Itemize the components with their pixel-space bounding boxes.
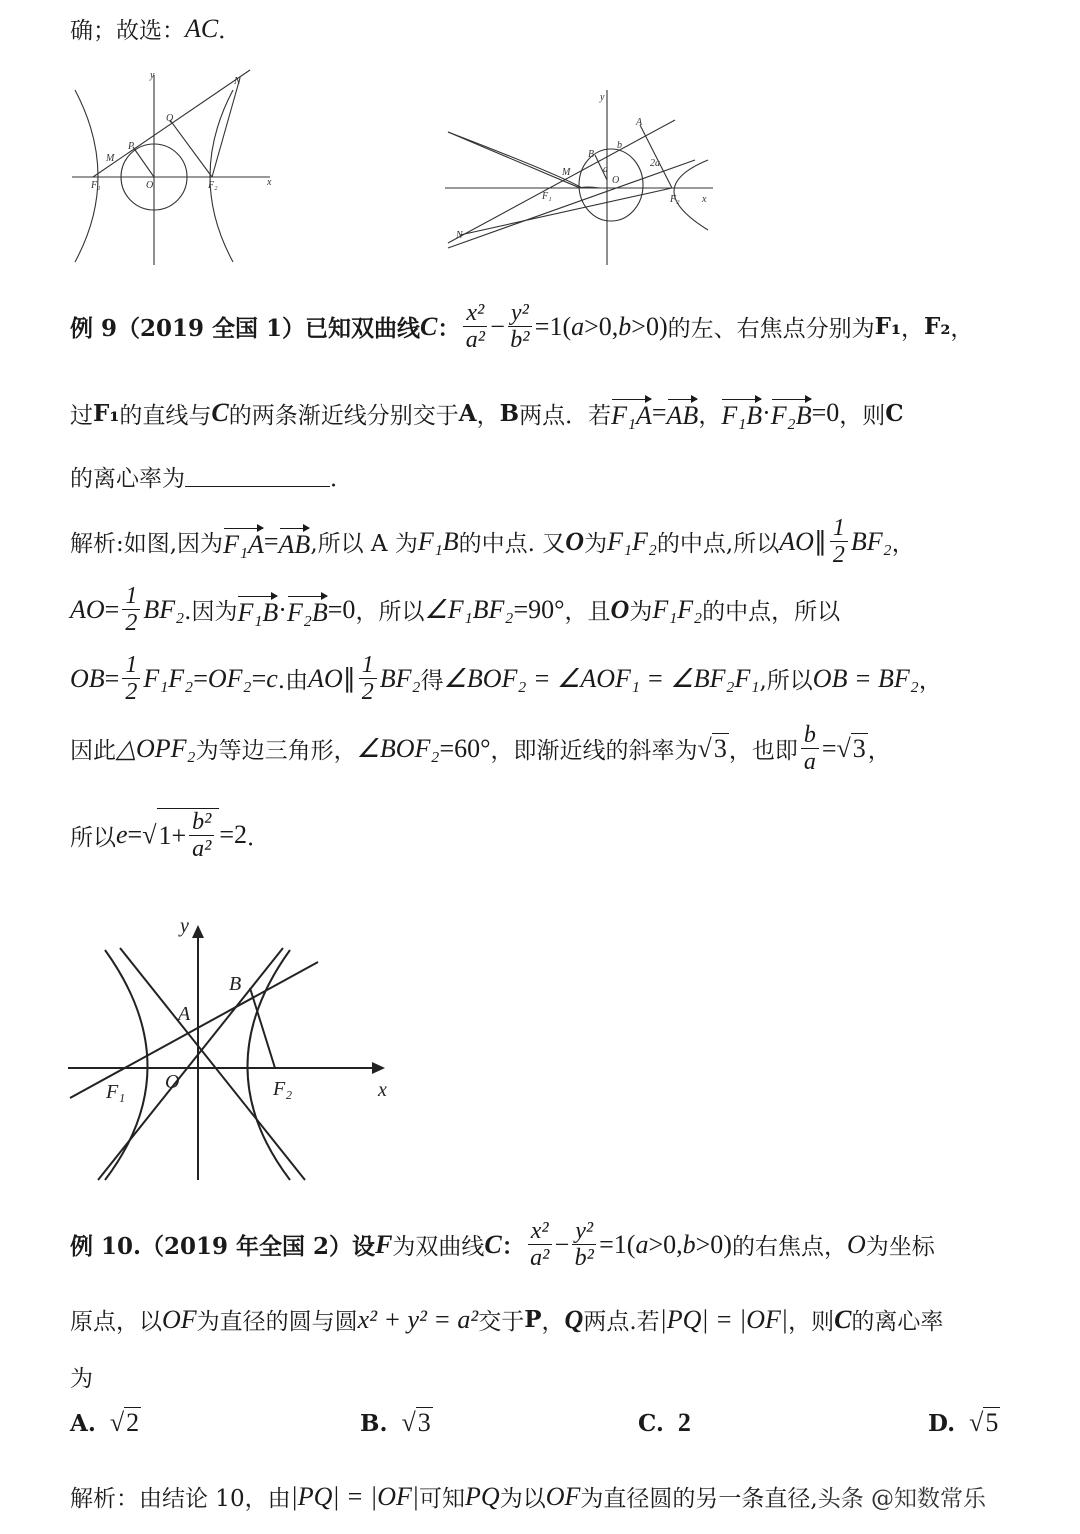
denominator: a bbox=[803, 749, 816, 775]
radicand-value: 3 bbox=[713, 734, 727, 763]
text-run: 解析:如图,因为 bbox=[70, 531, 224, 557]
text-line-ex10-line2 bbox=[70, 1303, 943, 1336]
label-b-lower: b bbox=[617, 140, 622, 151]
figure-hyperbola-circle-1 bbox=[60, 65, 290, 275]
math-symbol: =60° bbox=[439, 733, 491, 763]
text-run: 例 10.（2019 年全国 2）设 bbox=[70, 1233, 376, 1260]
text-run: ， bbox=[698, 402, 722, 429]
math-symbol: =0 bbox=[811, 398, 840, 427]
denominator: a² bbox=[192, 836, 212, 862]
text-run: 为双曲线 bbox=[392, 1234, 485, 1260]
vector: F₂B bbox=[771, 395, 812, 431]
label-y: y bbox=[150, 70, 155, 81]
vector: F₁A bbox=[223, 524, 264, 560]
label-b: B bbox=[229, 973, 242, 995]
label-m: M bbox=[562, 167, 571, 178]
text-run: ，也即 bbox=[728, 738, 798, 764]
denominator: a² bbox=[530, 1245, 550, 1271]
text-run: C bbox=[885, 399, 904, 427]
radicand: 3 bbox=[417, 1408, 431, 1437]
text-run: P bbox=[524, 1306, 542, 1333]
text-run: 的两条渐近线分别交于 bbox=[228, 402, 459, 429]
text-run: ，则 bbox=[839, 402, 886, 429]
math-expression: OF bbox=[162, 1304, 197, 1334]
figure-hyperbola-circle-2 bbox=[440, 85, 720, 270]
math-symbol: · bbox=[762, 398, 771, 427]
math-expression: OF₂ bbox=[207, 663, 252, 693]
fraction bbox=[189, 809, 214, 862]
text-run: ， bbox=[901, 316, 925, 342]
text-run: ，且 bbox=[564, 599, 611, 625]
numerator: y² bbox=[572, 1218, 596, 1245]
math-expression: O bbox=[846, 1229, 866, 1259]
math-expression: C bbox=[834, 1304, 852, 1334]
text-run: ： bbox=[437, 315, 461, 342]
text-run: 的右焦点， bbox=[731, 1234, 847, 1260]
radicand-value: 3 bbox=[852, 734, 866, 763]
math-expression: F₁F₂ bbox=[652, 594, 703, 624]
text-line-ex10-line3 bbox=[70, 1360, 93, 1393]
radicand bbox=[712, 733, 729, 764]
label-o: O bbox=[165, 1071, 180, 1093]
label-f2: F₂ bbox=[208, 180, 218, 191]
text-run: ，即渐近线的斜率为 bbox=[490, 738, 698, 764]
label-b: B bbox=[588, 149, 595, 160]
text-line-ex9-line3 bbox=[70, 460, 353, 493]
math-symbol: >0, bbox=[584, 311, 619, 341]
fraction bbox=[572, 1218, 596, 1271]
text-line-prev-answer bbox=[70, 12, 241, 45]
label-f1: F₁ bbox=[91, 180, 101, 191]
math-expression: BF₂ bbox=[143, 594, 185, 624]
denominator: b² bbox=[510, 327, 530, 353]
label-f1: F₁ bbox=[106, 1081, 126, 1103]
text-run: ． bbox=[218, 18, 242, 44]
label-o: O bbox=[146, 180, 154, 191]
math-expression: C bbox=[484, 1229, 502, 1259]
math-symbol: =1( bbox=[534, 311, 572, 341]
math-symbol: =1( bbox=[599, 1229, 636, 1259]
fraction bbox=[463, 300, 487, 353]
text-run: ， bbox=[918, 668, 942, 694]
text-run: B bbox=[499, 399, 520, 427]
fraction bbox=[122, 652, 140, 705]
math-expression: e bbox=[116, 820, 128, 849]
math-symbol: = bbox=[821, 733, 837, 763]
math-symbol: = bbox=[193, 663, 208, 693]
text-run: 原点，以 bbox=[70, 1309, 162, 1335]
square-root: √ 1+ $\frac{\text{b²}}{\text{a²}}$ bbox=[142, 808, 219, 862]
radicand: 5 bbox=[985, 1408, 999, 1437]
radicand bbox=[851, 733, 868, 764]
fraction bbox=[122, 583, 140, 636]
text-run: 两点.若 bbox=[583, 1309, 660, 1335]
text-run: F₁ bbox=[93, 399, 120, 427]
math-symbol: =2 bbox=[219, 820, 248, 849]
math-expression: a bbox=[571, 311, 585, 341]
text-run: 交于 bbox=[478, 1309, 525, 1335]
math-expression: F bbox=[375, 1229, 393, 1259]
text-line-sol9-line5 bbox=[70, 808, 270, 862]
choice-option-b bbox=[360, 1408, 433, 1438]
label-o: O bbox=[612, 175, 620, 186]
text-run: ， bbox=[867, 738, 891, 764]
math-symbol: ∥ bbox=[813, 526, 827, 556]
vector: F₁B bbox=[237, 592, 278, 628]
text-run: ， bbox=[476, 402, 500, 429]
math-expression: OB bbox=[70, 663, 105, 693]
vector: F₂B bbox=[287, 592, 328, 628]
vector: AB bbox=[667, 395, 699, 431]
radicand: 2 bbox=[126, 1408, 140, 1437]
text-line-ex10-line1 bbox=[70, 1218, 935, 1271]
answer-blank bbox=[185, 466, 330, 487]
math-symbol: ∥ bbox=[342, 663, 356, 693]
math-expression: b bbox=[618, 311, 632, 341]
text-run: 过 bbox=[70, 402, 93, 429]
vector: F₁A bbox=[611, 395, 652, 431]
text-run: 解析：由结论 10，由 bbox=[70, 1486, 291, 1512]
text-run: ． bbox=[247, 824, 271, 851]
math-symbol: − bbox=[490, 311, 505, 341]
denominator: b² bbox=[574, 1245, 594, 1271]
math-symbol: >0) bbox=[695, 1229, 732, 1259]
label-x: x bbox=[267, 177, 272, 188]
math-expression: a bbox=[635, 1229, 649, 1259]
numerator: 1 bbox=[122, 652, 140, 679]
text-line-sol9-line1 bbox=[70, 515, 915, 568]
choice-value: √3 bbox=[401, 1408, 431, 1437]
text-run: ,所以 bbox=[759, 668, 813, 694]
math-expression: |PQ| = |OF| bbox=[659, 1304, 789, 1334]
math-expression: BF₂ bbox=[379, 663, 421, 693]
label-n: N bbox=[234, 76, 241, 87]
text-run: 的离心率为 bbox=[70, 466, 185, 492]
numerator: x² bbox=[528, 1218, 552, 1245]
choice-option-a bbox=[70, 1408, 141, 1438]
label-m: M bbox=[106, 153, 115, 164]
math-expression: F₁F₂ bbox=[607, 526, 657, 556]
square-root: √ 3 bbox=[697, 734, 727, 763]
fraction bbox=[528, 1218, 552, 1271]
text-run: ： bbox=[501, 1233, 525, 1260]
numerator: b² bbox=[189, 809, 214, 836]
text-run: 的直线与 bbox=[119, 402, 212, 429]
fraction bbox=[830, 515, 848, 568]
text-run: ， bbox=[541, 1309, 565, 1335]
text-run: 的中点. 又 bbox=[458, 531, 566, 557]
math-symbol: =0 bbox=[327, 594, 356, 624]
label-f2: F₂ bbox=[670, 194, 680, 205]
numerator: x² bbox=[463, 300, 487, 327]
text-run: 的离心率 bbox=[851, 1309, 944, 1335]
numerator: 1 bbox=[830, 515, 848, 542]
denominator: 2 bbox=[832, 542, 845, 568]
math-expression: AO bbox=[308, 663, 343, 693]
label-a: A bbox=[178, 1003, 191, 1025]
text-line-sol9-line2 bbox=[70, 583, 840, 636]
label-x: x bbox=[702, 194, 707, 205]
math-expression: △OPF₂ bbox=[116, 733, 196, 763]
math-expression: OF bbox=[545, 1481, 581, 1511]
label-f2: F₂ bbox=[273, 1078, 293, 1100]
fraction bbox=[508, 300, 532, 353]
math-symbol: >0, bbox=[648, 1229, 683, 1259]
text-run: 的中点,所以 bbox=[656, 531, 780, 557]
text-run: 两点．若 bbox=[519, 402, 612, 429]
choice-label: C. bbox=[638, 1409, 664, 1437]
square-root: √ 3 bbox=[836, 734, 866, 763]
text-line-ex9-line2 bbox=[70, 395, 904, 431]
math-expression: ∠BOF₂ = ∠AOF₁ = ∠BF₂F₁ bbox=[443, 663, 760, 693]
choice-label: A. bbox=[70, 1409, 96, 1437]
label-p: P bbox=[128, 141, 135, 152]
math-symbol: = bbox=[263, 526, 279, 556]
math-expression: ∠BOF₂ bbox=[356, 733, 440, 763]
math-expression: c bbox=[266, 663, 278, 693]
math-expression: F₁F₂ bbox=[143, 663, 194, 693]
math-expression: O bbox=[610, 594, 630, 624]
math-symbol: =90° bbox=[513, 594, 565, 624]
text-run: 为坐标 bbox=[865, 1234, 935, 1260]
text-run: ,所以 A 为 bbox=[310, 531, 418, 557]
choice-label: D. bbox=[928, 1409, 956, 1437]
math-expression: ∠F₁BF₂ bbox=[424, 594, 514, 624]
choice-option-d bbox=[928, 1408, 1000, 1438]
label-a-lower: a bbox=[603, 164, 608, 175]
text-run: .因为 bbox=[184, 599, 238, 625]
text-run: F₁ bbox=[874, 313, 902, 340]
math-symbol: = bbox=[104, 594, 120, 624]
text-line-sol9-line4 bbox=[70, 722, 891, 775]
text-line-ex9-line1 bbox=[70, 300, 973, 353]
text-run: 的中点，所以 bbox=[702, 599, 841, 625]
label-f1: F₁ bbox=[542, 191, 552, 202]
math-symbol: − bbox=[554, 1229, 570, 1259]
text-run: 所以 bbox=[70, 824, 116, 851]
choice-value bbox=[678, 1408, 691, 1438]
math-symbol: = bbox=[104, 663, 120, 693]
fraction bbox=[359, 652, 377, 705]
text-run: 的左、右焦点分别为 bbox=[667, 316, 875, 342]
text-run: 为直径的圆与圆 bbox=[196, 1309, 358, 1335]
text-run: 为 bbox=[629, 599, 653, 625]
vector: AB bbox=[279, 524, 311, 560]
choice-value: √2 bbox=[109, 1408, 140, 1437]
text-run: 例 9（2019 全国 1）已知双曲线 bbox=[70, 315, 421, 342]
math-expression: b bbox=[682, 1229, 696, 1259]
text-run: 得 bbox=[420, 668, 444, 694]
text-run: 为等边三角形， bbox=[195, 738, 357, 764]
label-x: x bbox=[378, 1079, 387, 1101]
text-run: 为 bbox=[70, 1366, 93, 1392]
radicand-value: 1+ bbox=[158, 820, 187, 850]
label-y: y bbox=[600, 92, 605, 103]
math-expression: C bbox=[420, 311, 438, 341]
label-q: Q bbox=[166, 113, 174, 124]
text-run: 因此 bbox=[70, 738, 116, 764]
text-run: ， bbox=[950, 316, 974, 342]
asymptote-line bbox=[448, 120, 675, 243]
text-run: ，所以 bbox=[355, 599, 425, 625]
text-run: A bbox=[458, 399, 477, 427]
math-symbol: = bbox=[651, 398, 667, 427]
denominator: 2 bbox=[125, 610, 138, 636]
value: 2 bbox=[677, 1408, 691, 1437]
choice-label: B. bbox=[360, 1409, 388, 1437]
text-run: ，则 bbox=[788, 1309, 835, 1335]
math-symbol: = bbox=[127, 820, 143, 849]
text-run: ， bbox=[891, 531, 915, 557]
math-symbol: · bbox=[278, 594, 287, 624]
math-expression: AO bbox=[779, 526, 814, 556]
text-run: 为直径圆的另一条直径, bbox=[580, 1486, 818, 1512]
choice-value: √5 bbox=[969, 1408, 999, 1437]
math-expression: |PQ| = |OF| bbox=[290, 1481, 420, 1511]
text-run: ． bbox=[330, 466, 353, 492]
math-expression: O bbox=[565, 526, 585, 556]
label-n: N bbox=[456, 230, 463, 241]
figure-hyperbola-asymptotes bbox=[60, 905, 400, 1185]
math-expression: C bbox=[211, 398, 229, 427]
text-run: 确；故选： bbox=[70, 18, 185, 44]
text-run: 可知 bbox=[419, 1486, 466, 1512]
text-line-sol10-line1 bbox=[70, 1480, 986, 1513]
numerator: 1 bbox=[359, 652, 377, 679]
text-run: F₂ bbox=[924, 313, 951, 340]
numerator: b bbox=[801, 722, 819, 749]
numerator: y² bbox=[508, 300, 532, 327]
math-expression: AC bbox=[185, 13, 219, 43]
choice-option-c bbox=[638, 1408, 691, 1438]
math-expression: F₁B bbox=[417, 526, 459, 556]
text-run: 为以 bbox=[499, 1486, 546, 1512]
hyperbola-left-branch bbox=[105, 950, 148, 1180]
math-expression: OB = BF₂ bbox=[812, 663, 919, 693]
text-run: .由 bbox=[277, 668, 309, 694]
label-y: y bbox=[180, 915, 189, 937]
text-line-sol9-line3 bbox=[70, 652, 942, 705]
radicand bbox=[157, 808, 220, 862]
denominator: 2 bbox=[361, 679, 374, 705]
denominator: a² bbox=[465, 327, 485, 353]
denominator: 2 bbox=[125, 679, 138, 705]
label-a: A bbox=[636, 117, 643, 128]
fraction bbox=[801, 722, 819, 775]
math-expression: AO bbox=[70, 594, 105, 624]
watermark: 头条 @知数常乐 bbox=[817, 1486, 986, 1512]
math-expression: Q bbox=[564, 1304, 584, 1334]
math-expression: PQ bbox=[465, 1481, 500, 1511]
numerator: 1 bbox=[122, 583, 140, 610]
text-run: 为 bbox=[584, 531, 608, 557]
math-expression: BF₂ bbox=[850, 526, 892, 556]
vector: F₁B bbox=[721, 395, 762, 431]
math-symbol: = bbox=[251, 663, 267, 693]
math-expression: x² + y² = a² bbox=[357, 1304, 479, 1334]
math-symbol: >0) bbox=[631, 311, 668, 341]
label-2a: 2a bbox=[650, 158, 660, 169]
